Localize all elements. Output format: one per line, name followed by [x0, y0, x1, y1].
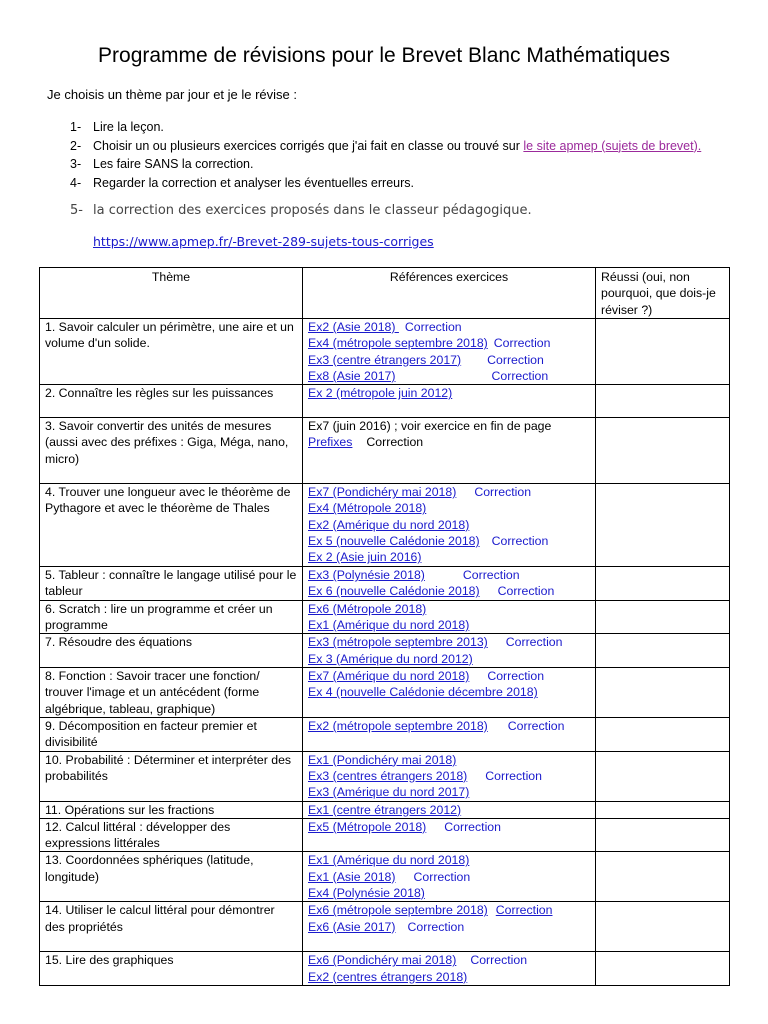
theme-cell: 12. Calcul littéral : développer des expressions littérales	[40, 818, 303, 852]
exercise-link[interactable]: Ex6 (Asie 2017)	[308, 919, 396, 934]
table-row	[40, 634, 730, 668]
step-text: Lire la leçon.	[93, 120, 164, 134]
intro-text: Je choisis un thème par jour et je le révise :	[47, 87, 298, 102]
reference-line	[308, 919, 590, 935]
step-text: Les faire SANS la correction.	[93, 157, 254, 172]
exercise-link[interactable]: Ex 3 (Amérique du nord 2012)	[308, 651, 473, 666]
reference-line	[308, 549, 590, 565]
exercise-link[interactable]: Ex4 (Polynésie 2018)	[308, 886, 425, 901]
header-theme: Thème	[40, 268, 303, 319]
reference-line	[308, 319, 590, 335]
theme-cell: 2. Connaître les règles sur les puissances	[40, 385, 303, 418]
reference-line	[308, 668, 590, 684]
table-row	[40, 952, 730, 986]
table-row	[40, 319, 730, 385]
exercise-link[interactable]: Ex 2 (Asie juin 2016)	[308, 550, 422, 565]
references-cell	[303, 319, 596, 385]
apmep-site-link[interactable]: le site apmep (sujets de brevet).	[523, 138, 702, 153]
reference-line	[308, 352, 590, 368]
exercise-link[interactable]: Ex4 (Métropole 2018)	[308, 501, 427, 516]
step-number: 2-	[70, 138, 82, 153]
apmep-url-link[interactable]: https://www.apmep.fr/-Brevet-289-sujets-tous-corriges	[93, 234, 434, 249]
exercise-link[interactable]: Ex2 (métropole septembre 2018)	[308, 718, 488, 733]
theme-cell: 5. Tableur : connaître le langage utilisé pour le tableur	[40, 567, 303, 601]
exercise-link[interactable]: Prefixes	[308, 435, 353, 450]
step-text: la correction des exercices proposés dans le classeur pédagogique.	[93, 203, 532, 218]
exercise-link[interactable]: Ex2 (Asie 2018)	[308, 320, 399, 334]
reference-line	[308, 768, 590, 784]
success-cell[interactable]	[596, 952, 730, 986]
exercise-link[interactable]: Ex6 (métropole septembre 2018)	[308, 903, 488, 918]
reference-line	[308, 335, 590, 351]
page-title: Programme de révisions pour le Brevet Blanc Mathématiques	[98, 44, 670, 67]
table-row	[40, 751, 730, 801]
reference-line	[308, 952, 590, 968]
exercise-link[interactable]: Ex2 (Amérique du nord 2018)	[308, 517, 470, 532]
exercise-link[interactable]: Ex 5 (nouvelle Calédonie 2018)	[308, 534, 480, 549]
theme-cell: 1. Savoir calculer un périmètre, une aire et un volume d'un solide.	[40, 319, 303, 385]
success-cell[interactable]	[596, 818, 730, 852]
correction-link[interactable]: Correction	[487, 352, 544, 367]
exercise-link[interactable]: Ex3 (métropole septembre 2013)	[308, 635, 488, 650]
correction-link[interactable]: Correction	[474, 485, 532, 500]
reference-line	[308, 617, 590, 633]
references-cell	[303, 567, 596, 601]
exercise-link[interactable]: Ex2 (centres étrangers 2018)	[308, 969, 468, 984]
references-cell	[303, 902, 596, 952]
reference-line	[308, 583, 590, 599]
theme-cell: 4. Trouver une longueur avec le théorème de Pythagore et avec le théorème de Thales	[40, 484, 303, 567]
reference-line	[308, 802, 590, 818]
theme-cell: 7. Résoudre des équations	[40, 634, 303, 668]
header-success: Réussi (oui, non pourquoi, que dois-je réviser ?)	[596, 268, 730, 319]
reference-line	[308, 533, 590, 549]
success-cell[interactable]	[596, 801, 730, 818]
revision-table	[39, 267, 730, 986]
references-cell	[303, 952, 596, 986]
table-row	[40, 567, 730, 601]
success-cell[interactable]	[596, 418, 730, 484]
correction-link[interactable]: Correction	[495, 903, 553, 918]
exercise-link[interactable]: Ex3 (Polynésie 2018)	[308, 568, 425, 583]
correction-link[interactable]: Correction	[407, 919, 465, 934]
references-cell	[303, 801, 596, 818]
exercise-link[interactable]: Ex 4 (nouvelle Calédonie décembre 2018)	[308, 685, 538, 700]
correction-link[interactable]: Correction	[470, 953, 528, 968]
steps-list	[70, 118, 701, 192]
exercise-link[interactable]: Ex6 (Pondichéry mai 2018)	[308, 953, 457, 968]
correction-link[interactable]: Correction	[505, 635, 563, 650]
theme-cell: 15. Lire des graphiques	[40, 952, 303, 986]
references-cell	[303, 634, 596, 668]
exercise-link[interactable]: Ex3 (centre étrangers 2017)	[308, 352, 462, 367]
success-cell[interactable]	[596, 634, 730, 668]
references-cell	[303, 667, 596, 717]
reference-line	[308, 902, 590, 918]
theme-cell: 14. Utiliser le calcul littéral pour démontrer des propriétés	[40, 902, 303, 952]
step-item	[70, 155, 701, 174]
reference-line	[308, 718, 590, 734]
reference-line	[308, 385, 590, 401]
exercise-link[interactable]: Ex7 (Pondichéry mai 2018)	[308, 485, 457, 500]
step-item	[70, 137, 701, 156]
table-row	[40, 852, 730, 902]
step-item-5	[70, 203, 532, 218]
success-cell[interactable]	[596, 751, 730, 801]
correction-link[interactable]: Correction	[497, 584, 555, 599]
exercise-link[interactable]: Ex7 (Amérique du nord 2018)	[308, 668, 470, 683]
theme-cell: 3. Savoir convertir des unités de mesures (aussi avec des préfixes : Giga, Méga, nano, micro)	[40, 418, 303, 484]
correction-link[interactable]: Correction	[366, 435, 424, 450]
table-row	[40, 717, 730, 751]
exercise-link[interactable]: Ex8 (Asie 2017)	[308, 368, 396, 383]
success-cell[interactable]	[596, 319, 730, 385]
exercise-link[interactable]: Ex4 (métropole septembre 2018)	[308, 336, 488, 351]
step-text: Choisir un ou plusieurs exercices corrigés que j'ai fait en classe ou trouvé sur	[93, 138, 524, 153]
reference-line	[308, 752, 590, 768]
table-row	[40, 801, 730, 818]
exercise-link[interactable]: Ex1 (Pondichéry mai 2018)	[308, 752, 457, 767]
reference-line	[308, 819, 590, 835]
success-cell[interactable]	[596, 567, 730, 601]
exercise-link[interactable]: Ex6 (Métropole 2018)	[308, 601, 427, 616]
reference-text: Ex7 (juin 2016) ; voir exercice en fin de page	[308, 419, 552, 434]
success-cell[interactable]	[596, 600, 730, 634]
reference-line	[308, 601, 590, 617]
references-cell	[303, 600, 596, 634]
reference-line	[308, 651, 590, 667]
table-row	[40, 418, 730, 484]
exercise-link[interactable]: Ex 2 (métropole juin 2012)	[308, 386, 453, 401]
references-cell	[303, 852, 596, 902]
header-references: Références exercices	[303, 268, 596, 319]
reference-line	[308, 784, 590, 800]
correction-link[interactable]: Correction	[507, 718, 565, 733]
reference-line	[308, 852, 590, 868]
success-cell[interactable]	[596, 717, 730, 751]
theme-cell: 11. Opérations sur les fractions	[40, 801, 303, 818]
correction-link[interactable]: Correction	[491, 534, 549, 549]
reference-line	[308, 567, 590, 583]
correction-link[interactable]: Correction	[485, 768, 542, 783]
step-number: 1-	[70, 120, 82, 134]
table-row	[40, 385, 730, 418]
reference-line	[308, 368, 590, 384]
exercise-link[interactable]: Ex 6 (nouvelle Calédonie 2018)	[308, 584, 480, 599]
exercise-link[interactable]: Ex1 (Amérique du nord 2018)	[308, 618, 470, 633]
reference-line	[308, 634, 590, 650]
step-text: Regarder la correction et analyser les éventuelles erreurs.	[93, 175, 414, 190]
reference-line	[308, 869, 590, 885]
reference-line	[308, 500, 590, 516]
reference-line	[308, 969, 590, 985]
theme-cell: 13. Coordonnées sphériques (latitude, longitude)	[40, 852, 303, 902]
table-row	[40, 902, 730, 952]
step-number: 3-	[70, 157, 82, 172]
reference-line	[308, 484, 590, 500]
success-cell[interactable]	[596, 902, 730, 952]
references-cell	[303, 751, 596, 801]
correction-link[interactable]: Correction	[404, 320, 462, 334]
step-item	[70, 174, 701, 193]
theme-cell: 8. Fonction : Savoir tracer une fonction/ trouver l'image et un antécédent (forme algébrique, tableau, graphique)	[40, 667, 303, 717]
correction-link[interactable]: Correction	[493, 336, 551, 351]
theme-cell: 10. Probabilité : Déterminer et interpréter des probabilités	[40, 751, 303, 801]
theme-cell: 6. Scratch : lire un programme et créer un programme	[40, 600, 303, 634]
table-body	[40, 319, 730, 986]
reference-line	[308, 885, 590, 901]
exercise-link[interactable]: Ex1 (Asie 2018)	[308, 869, 396, 884]
exercise-link[interactable]: Ex1 (Amérique du nord 2018)	[308, 853, 470, 868]
success-cell[interactable]	[596, 484, 730, 567]
references-cell	[303, 484, 596, 567]
references-cell	[303, 385, 596, 418]
table-row	[40, 667, 730, 717]
exercise-link[interactable]: Ex3 (centres étrangers 2018)	[308, 768, 468, 783]
references-cell	[303, 418, 596, 484]
step-item	[70, 118, 701, 137]
reference-line	[308, 517, 590, 533]
correction-link[interactable]: Correction	[462, 568, 520, 583]
correction-link[interactable]: Correction	[491, 368, 549, 383]
success-cell[interactable]	[596, 385, 730, 418]
table-row	[40, 818, 730, 852]
table-row	[40, 600, 730, 634]
exercise-link[interactable]: Ex1 (centre étrangers 2012)	[308, 802, 462, 817]
success-cell[interactable]	[596, 667, 730, 717]
step-number: 5-	[70, 203, 83, 218]
correction-link[interactable]: Correction	[487, 668, 545, 683]
exercise-link[interactable]: Ex5 (Métropole 2018)	[308, 819, 427, 834]
exercise-link[interactable]: Ex3 (Amérique du nord 2017)	[308, 785, 470, 800]
theme-cell: 9. Décomposition en facteur premier et divisibilité	[40, 717, 303, 751]
references-cell	[303, 717, 596, 751]
reference-line	[308, 684, 590, 700]
references-cell	[303, 818, 596, 852]
correction-link[interactable]: Correction	[444, 819, 501, 834]
success-cell[interactable]	[596, 852, 730, 902]
reference-line	[308, 434, 590, 450]
correction-link[interactable]: Correction	[413, 869, 471, 884]
step-number: 4-	[70, 175, 82, 190]
table-row	[40, 484, 730, 567]
reference-line	[308, 418, 590, 434]
